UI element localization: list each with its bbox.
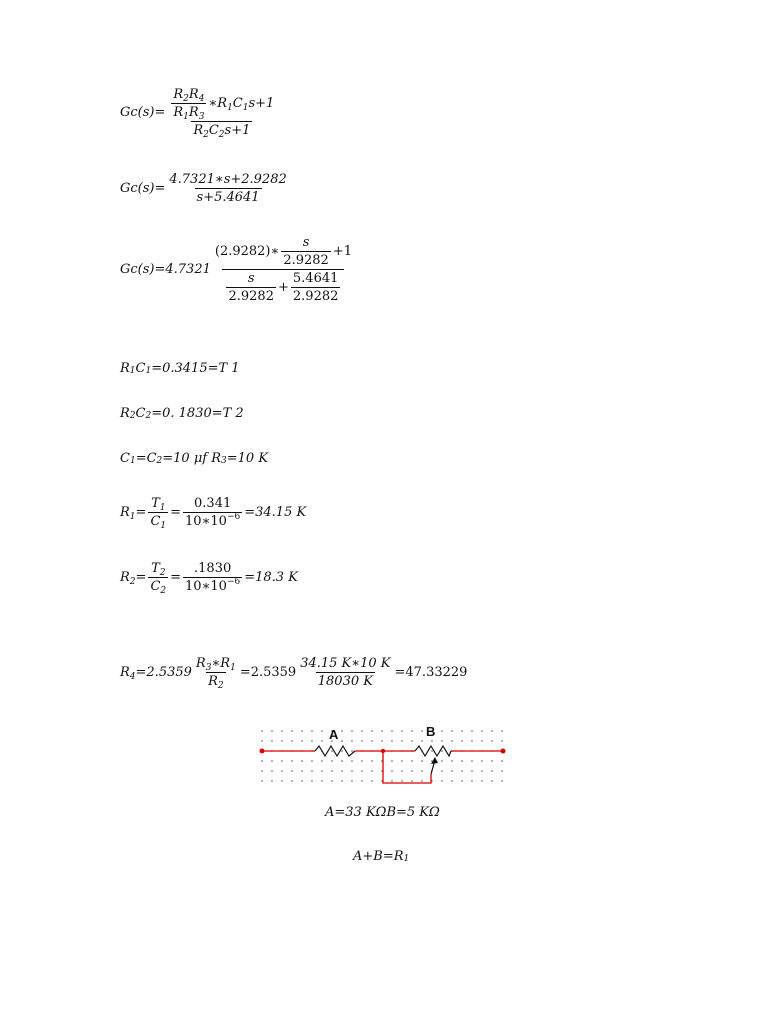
grid-dot: [501, 770, 503, 772]
grid-dot: [271, 740, 273, 742]
grid-dot: [391, 770, 393, 772]
grid-dot: [441, 760, 443, 762]
grid-dot: [391, 780, 393, 782]
grid-dot: [311, 730, 313, 732]
grid-dot: [501, 780, 503, 782]
grid-dot: [431, 750, 433, 752]
grid-dot: [371, 740, 373, 742]
grid-dot: [351, 740, 353, 742]
grid-dot: [371, 770, 373, 772]
grid-dot: [321, 770, 323, 772]
grid-dot: [411, 770, 413, 772]
grid-dot: [391, 740, 393, 742]
equation-gc-general: [120, 87, 278, 140]
eq7-value: 0.341: [194, 496, 232, 511]
eq9-mid: =2.5359: [239, 665, 297, 680]
grid-dot: [471, 730, 473, 732]
equation-gc-normalized: [120, 236, 356, 303]
eq9-den: 18030 K: [317, 674, 373, 689]
grid-dot: [311, 770, 313, 772]
grid-dot: [491, 770, 493, 772]
grid-dot: [321, 760, 323, 762]
grid-dot: [291, 770, 293, 772]
grid-dot: [371, 780, 373, 782]
eq8-value: .1830: [194, 561, 232, 576]
eq3-num-s: s: [302, 235, 310, 250]
eq1-fraction: $\frac{R_2R_4}{R_1R_3}$ $∗R_1C_1s+1$ $R_2C_2s+1$: [173, 87, 275, 140]
grid-dot: [361, 730, 363, 732]
grid-dot: [411, 780, 413, 782]
grid-dot: [421, 740, 423, 742]
equation-t2: R 2 C 2 =0. 1830=T 2: [120, 406, 244, 421]
grid-dot: [481, 770, 483, 772]
grid-dot: [461, 730, 463, 732]
grid-dot: [411, 740, 413, 742]
grid-dot: [341, 760, 343, 762]
node-right: [501, 749, 506, 754]
grid-dot: [351, 730, 353, 732]
grid-dot: [421, 770, 423, 772]
grid-dot: [341, 780, 343, 782]
eq7-result: =34.15 K: [244, 505, 307, 520]
grid-dot: [341, 770, 343, 772]
grid-dot: [301, 770, 303, 772]
grid-dot: [351, 760, 353, 762]
grid-dot: [321, 730, 323, 732]
grid-dot: [461, 740, 463, 742]
equation-capacitors: C 1 =C 2 =10 μf R 3 =10 K: [120, 451, 269, 466]
grid-dot: [311, 740, 313, 742]
equation-sum: A+B=R 1: [353, 849, 410, 864]
grid-dot: [491, 740, 493, 742]
grid-dot: [441, 730, 443, 732]
equation-t1: R 1 C 1 =0.3415=T 1: [120, 361, 240, 376]
grid-dot: [261, 770, 263, 772]
eq3-num-a: (2.9282)∗: [214, 244, 280, 259]
grid-dot: [321, 780, 323, 782]
resistor-a: [315, 746, 355, 756]
grid-dot: [281, 760, 283, 762]
grid-dot: [331, 750, 333, 752]
equation-r4: $R_4=2.5359$ $\frac{R_3∗R_1}{R_2}$ =2.5359 $\frac{34.15 K∗10 K}{18030 K}$ =47.33229: [120, 656, 468, 691]
eq3-den-n: 5.4641: [292, 271, 339, 286]
grid-dot: [301, 740, 303, 742]
equation-r1: $R_1=$ $\frac{T_1}{C_1}$ = $\frac{0.341}{10∗10^{-6}}$ =34.15 K: [120, 496, 307, 531]
grid-dot: [481, 780, 483, 782]
grid-dot: [461, 770, 463, 772]
grid-dot: [481, 760, 483, 762]
grid-dot: [451, 760, 453, 762]
eq3-den-sd: 2.9282: [228, 289, 274, 304]
grid-dot: [441, 780, 443, 782]
grid-dot: [351, 750, 353, 752]
equation-resistor-values: A=33 KΩB=5 KΩ: [325, 805, 440, 820]
grid-dot: [341, 750, 343, 752]
grid-dot: [321, 740, 323, 742]
grid-dot: [271, 730, 273, 732]
grid-dot: [261, 780, 263, 782]
grid-dot: [411, 760, 413, 762]
resistor-a-label: A: [329, 727, 339, 742]
grid-dot: [301, 730, 303, 732]
grid-dot: [401, 730, 403, 732]
eq3-den-s: s: [247, 271, 255, 286]
grid-dot: [441, 770, 443, 772]
grid-dot: [361, 780, 363, 782]
grid-dot: [391, 730, 393, 732]
grid-dot: [351, 780, 353, 782]
grid-dot: [421, 730, 423, 732]
equation-r2: $R_2=$ $\frac{T_2}{C_2}$ = $\frac{.1830}{10∗10^{-6}}$ =18.3 K: [120, 561, 298, 596]
eq3-lhs: Gc(s)=4.7321: [120, 262, 211, 277]
grid-dot: [431, 740, 433, 742]
grid-dot: [421, 780, 423, 782]
grid-dot: [261, 730, 263, 732]
resistor-circuit-diagram: [255, 722, 515, 792]
grid-dot: [471, 780, 473, 782]
grid-dot: [451, 780, 453, 782]
eq1-lhs: Gc(s)=: [120, 105, 166, 120]
grid-dot: [491, 760, 493, 762]
grid-dots: [261, 730, 503, 782]
grid-dot: [271, 770, 273, 772]
grid-dot: [271, 780, 273, 782]
grid-dot: [401, 780, 403, 782]
grid-dot: [301, 760, 303, 762]
equation-gc-numeric: [120, 173, 291, 204]
grid-dot: [301, 780, 303, 782]
grid-dot: [271, 760, 273, 762]
grid-dot: [371, 730, 373, 732]
grid-dot: [391, 760, 393, 762]
grid-dot: [401, 770, 403, 772]
grid-dot: [361, 770, 363, 772]
grid-dot: [471, 760, 473, 762]
eq2-fraction: [167, 173, 288, 204]
grid-dot: [441, 750, 443, 752]
grid-dot: [461, 780, 463, 782]
grid-dot: [281, 740, 283, 742]
grid-dot: [501, 740, 503, 742]
grid-dot: [481, 730, 483, 732]
grid-dot: [501, 730, 503, 732]
eq8-equals: =: [170, 570, 182, 585]
node-left: [260, 749, 265, 754]
grid-dot: [471, 740, 473, 742]
eq3-den-nd: 2.9282: [292, 289, 339, 304]
potentiometer-b: [415, 746, 451, 756]
grid-dot: [331, 760, 333, 762]
grid-dot: [281, 770, 283, 772]
eq2-lhs: Gc(s)=: [120, 181, 166, 196]
grid-dot: [381, 740, 383, 742]
grid-dot: [261, 740, 263, 742]
grid-dot: [261, 760, 263, 762]
eq9-result: =47.33229: [394, 665, 468, 680]
eq2-denominator: s+5.4641: [196, 190, 260, 205]
eq3-fraction: [213, 236, 354, 303]
grid-dot: [441, 740, 443, 742]
grid-dot: [491, 780, 493, 782]
grid-dot: [331, 770, 333, 772]
eq8-result: =18.3 K: [244, 570, 298, 585]
grid-dot: [381, 730, 383, 732]
eq9-num: 34.15 K∗10 K: [300, 656, 391, 671]
grid-dot: [401, 760, 403, 762]
grid-dot: [341, 740, 343, 742]
grid-dot: [311, 760, 313, 762]
grid-dot: [451, 730, 453, 732]
grid-dot: [291, 780, 293, 782]
eq3-num-b: +1: [332, 244, 353, 259]
grid-dot: [291, 730, 293, 732]
grid-dot: [421, 760, 423, 762]
grid-dot: [451, 770, 453, 772]
grid-dot: [361, 740, 363, 742]
circuit-wires: [262, 751, 503, 783]
grid-dot: [351, 770, 353, 772]
grid-dot: [471, 770, 473, 772]
grid-dot: [331, 780, 333, 782]
grid-dot: [311, 780, 313, 782]
grid-dot: [481, 740, 483, 742]
grid-dot: [291, 760, 293, 762]
grid-dot: [451, 740, 453, 742]
eq3-den-plus: +: [277, 280, 289, 295]
grid-dot: [361, 760, 363, 762]
eq2-numerator: 4.7321∗s+2.9282: [169, 172, 287, 187]
eq3-num-sd: 2.9282: [283, 253, 329, 268]
grid-dot: [401, 740, 403, 742]
grid-dot: [291, 740, 293, 742]
grid-dot: [371, 760, 373, 762]
grid-dot: [411, 730, 413, 732]
grid-dot: [281, 780, 283, 782]
grid-dot: [341, 730, 343, 732]
grid-dot: [461, 760, 463, 762]
node-middle: [381, 749, 385, 753]
grid-dot: [281, 730, 283, 732]
grid-dot: [501, 760, 503, 762]
eq7-equals: =: [170, 505, 182, 520]
grid-dot: [491, 730, 493, 732]
potentiometer-b-label: B: [426, 724, 436, 739]
